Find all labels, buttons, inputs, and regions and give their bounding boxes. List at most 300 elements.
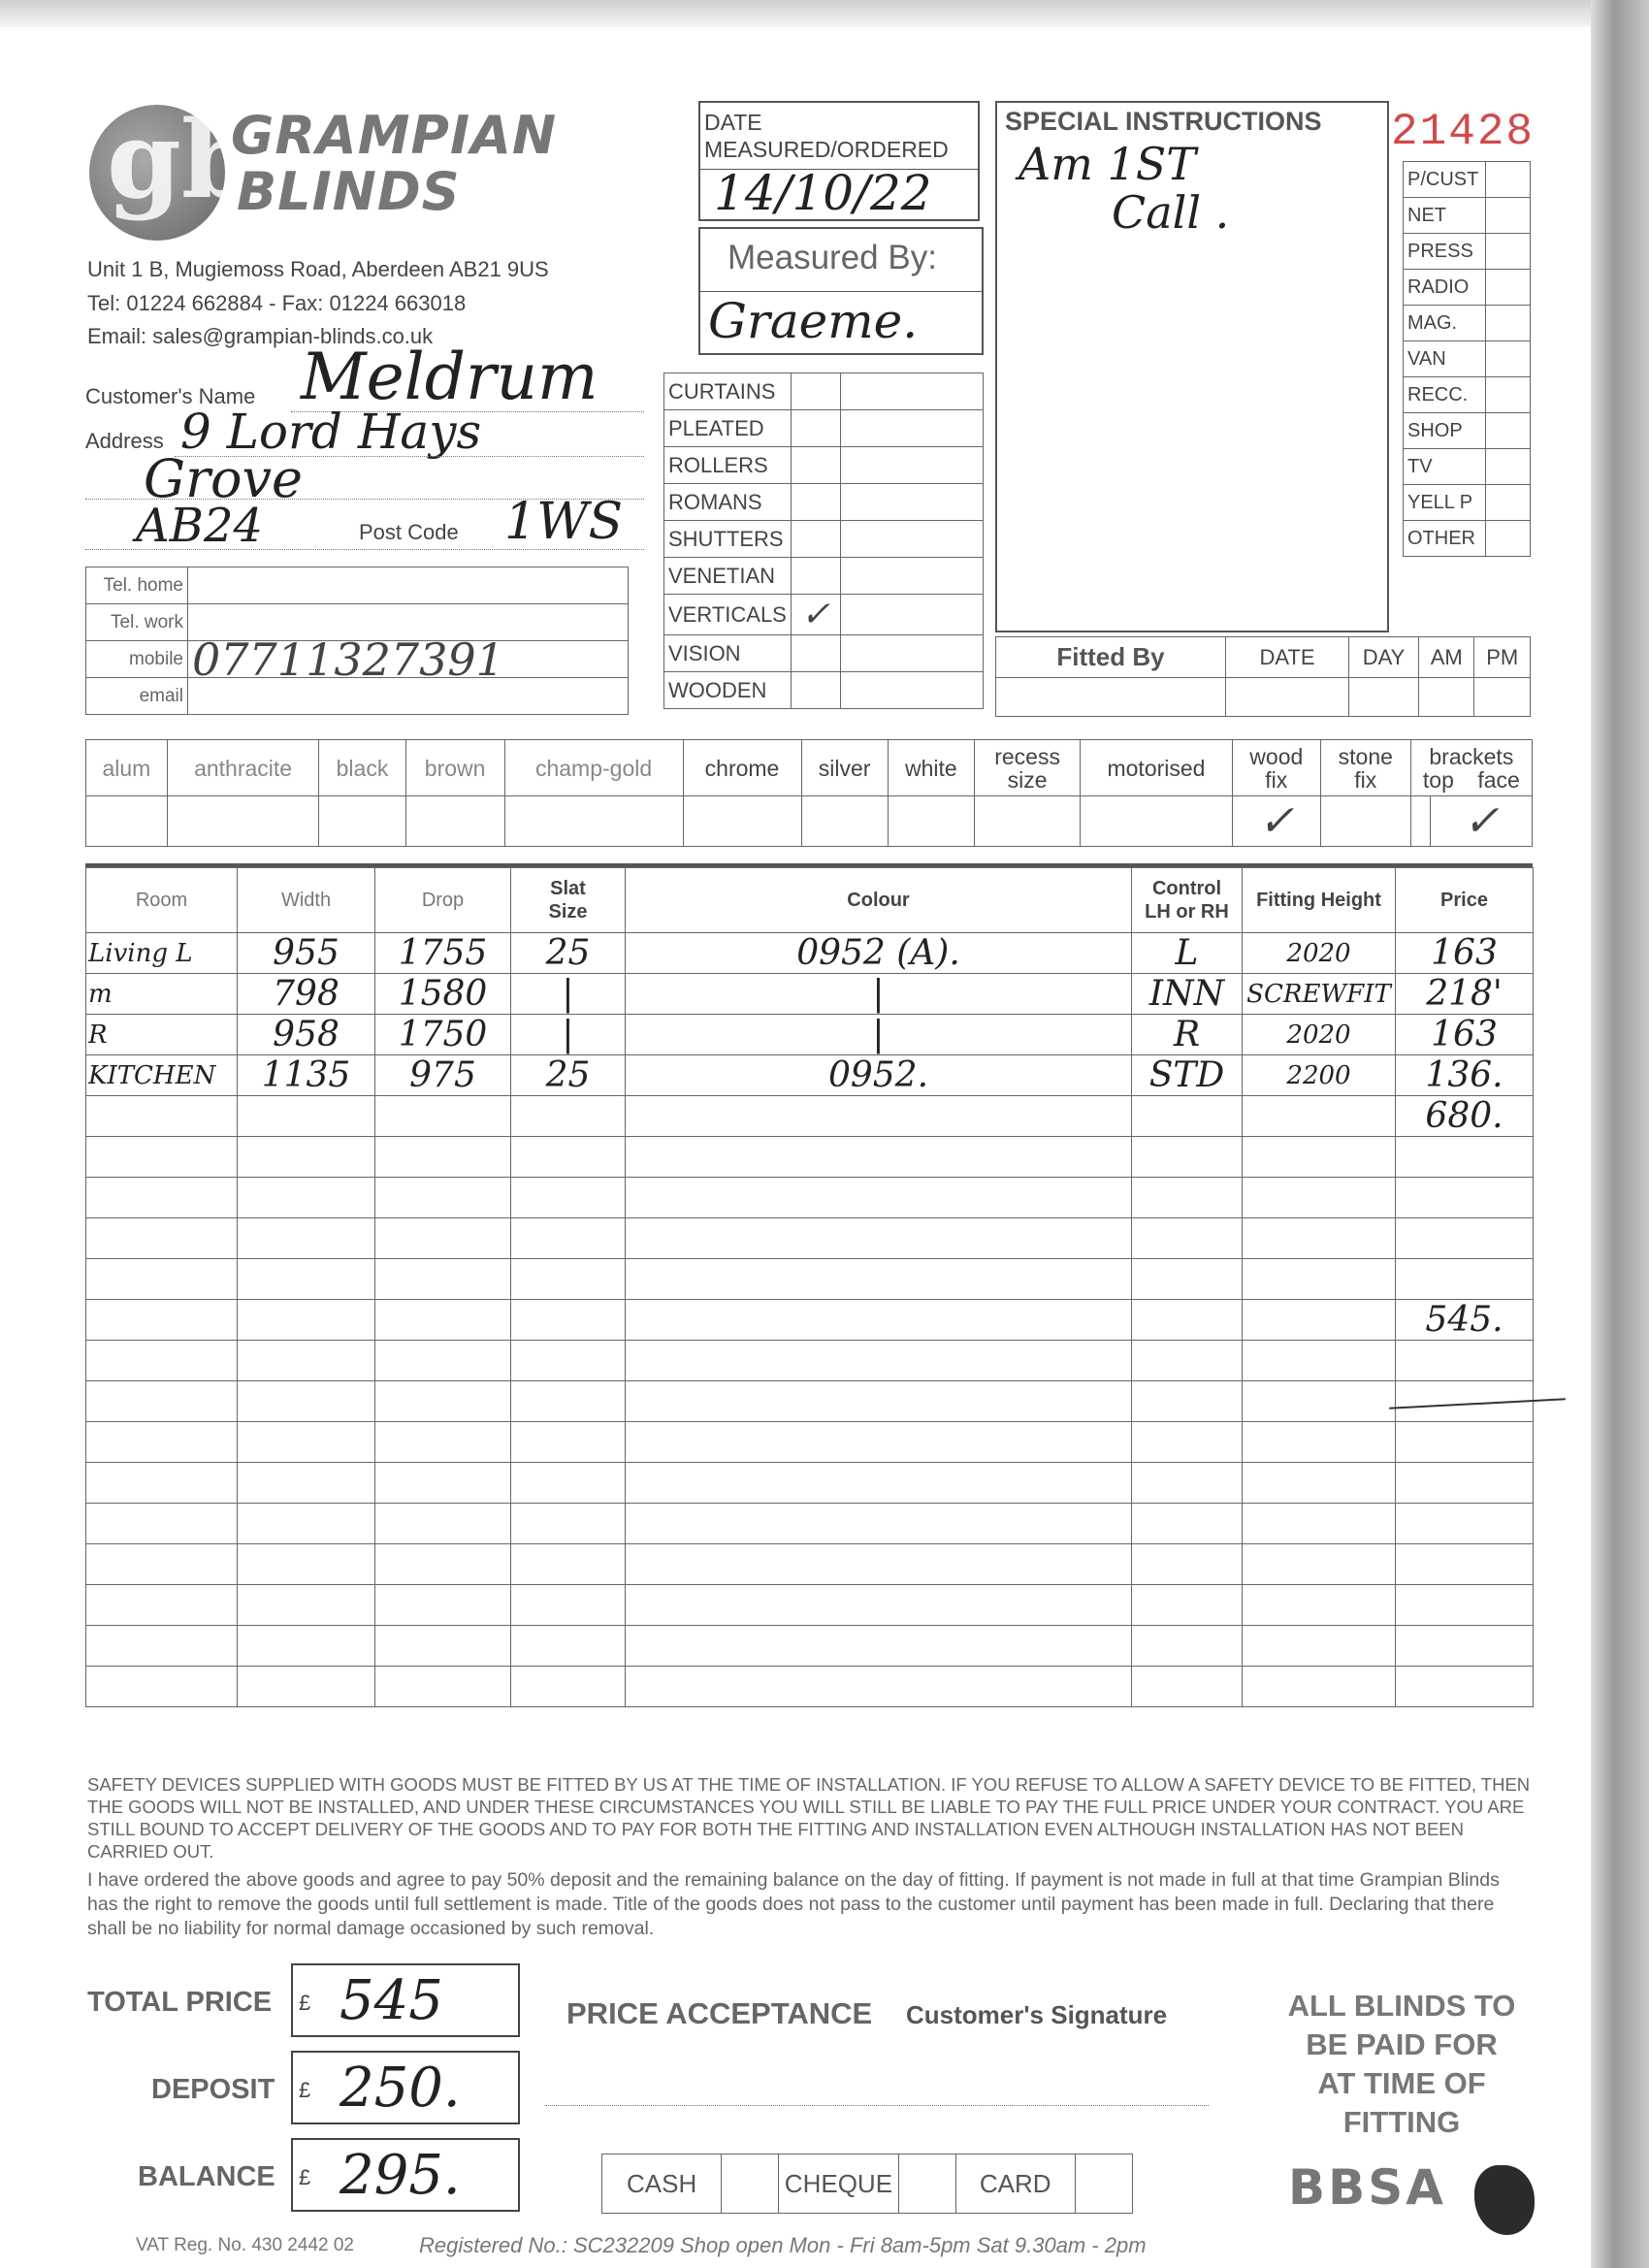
table-cell[interactable] xyxy=(511,1667,626,1707)
table-cell[interactable] xyxy=(1243,1504,1396,1544)
table-cell[interactable]: | xyxy=(626,974,1132,1015)
deposit-value: 250. xyxy=(340,2057,461,2120)
table-cell[interactable] xyxy=(1396,1137,1534,1178)
blind-type-label: VERTICALS xyxy=(664,595,792,635)
measured-by-label: Measured By: xyxy=(728,239,937,276)
table-cell[interactable]: 2020 xyxy=(1243,933,1396,974)
column-header: Width xyxy=(238,868,375,933)
table-cell[interactable]: 218' xyxy=(1396,974,1534,1015)
table-cell[interactable] xyxy=(238,1626,375,1667)
option-label: champ-gold xyxy=(504,740,683,796)
table-cell[interactable] xyxy=(1396,1544,1534,1585)
table-cell[interactable] xyxy=(375,1381,511,1422)
table-cell[interactable] xyxy=(238,1422,375,1463)
table-cell[interactable] xyxy=(626,1381,1132,1422)
source-code-checkbox[interactable] xyxy=(1486,198,1531,234)
phone-label: Tel. home xyxy=(86,567,188,604)
table-cell[interactable] xyxy=(375,1626,511,1667)
table-cell[interactable] xyxy=(238,1218,375,1259)
option-label: stone fix xyxy=(1320,740,1410,796)
blind-type-checkbox[interactable] xyxy=(791,672,840,709)
table-cell[interactable] xyxy=(511,1381,626,1422)
payment-method-label: CARD xyxy=(955,2155,1075,2214)
option-label: white xyxy=(888,740,974,796)
bbsa-logo: BBSA xyxy=(1288,2159,1446,2216)
scan-right-edge xyxy=(1591,0,1649,2268)
source-code-checkbox[interactable] xyxy=(1486,377,1531,413)
table-row xyxy=(86,1544,1534,1585)
table-cell[interactable]: 680. xyxy=(1396,1096,1534,1137)
measured-by-value[interactable]: Graeme. xyxy=(708,293,919,349)
blind-type-notes[interactable] xyxy=(840,410,983,447)
brackets-label: brackets xyxy=(1429,743,1514,769)
table-cell[interactable] xyxy=(375,1341,511,1381)
table-cell[interactable] xyxy=(511,1626,626,1667)
table-cell[interactable] xyxy=(1396,1259,1534,1300)
table-cell[interactable] xyxy=(86,1096,238,1137)
table-cell[interactable] xyxy=(1132,1218,1243,1259)
table-cell[interactable] xyxy=(1396,1341,1534,1381)
table-cell[interactable]: 163 xyxy=(1396,933,1534,974)
blind-type-notes[interactable] xyxy=(840,484,983,521)
blind-type-notes[interactable] xyxy=(840,672,983,709)
blind-type-label: VISION xyxy=(664,635,792,672)
phone-value[interactable] xyxy=(188,567,629,604)
table-cell[interactable]: m xyxy=(86,974,238,1015)
total-price-box[interactable] xyxy=(291,1963,520,2037)
table-cell[interactable]: 136. xyxy=(1396,1055,1534,1096)
balance-box[interactable] xyxy=(291,2138,520,2212)
blind-type-notes[interactable] xyxy=(840,558,983,595)
table-cell[interactable] xyxy=(1243,1137,1396,1178)
source-code-checkbox[interactable] xyxy=(1486,413,1531,449)
blind-types-table xyxy=(663,373,984,709)
company-email: Email: sales@grampian-blinds.co.uk xyxy=(87,324,434,348)
table-cell[interactable] xyxy=(86,1504,238,1544)
option-label: chrome xyxy=(683,740,801,796)
table-cell[interactable] xyxy=(375,1504,511,1544)
table-cell[interactable]: Living L xyxy=(86,933,238,974)
table-cell[interactable] xyxy=(1396,1626,1534,1667)
option-checkbox[interactable]: ✓ xyxy=(1232,796,1320,847)
phone-table xyxy=(85,567,629,715)
table-cell[interactable] xyxy=(375,1300,511,1341)
table-cell[interactable] xyxy=(511,1178,626,1218)
option-checkbox[interactable] xyxy=(974,796,1080,847)
fitted-pm-label: PM xyxy=(1474,637,1531,678)
table-cell[interactable]: | xyxy=(511,974,626,1015)
option-label: anthracite xyxy=(167,740,319,796)
table-cell[interactable] xyxy=(375,1137,511,1178)
option-checkbox[interactable] xyxy=(1081,796,1233,847)
table-cell[interactable] xyxy=(511,1300,626,1341)
table-cell[interactable] xyxy=(238,1300,375,1341)
blind-type-label: WOODEN xyxy=(664,672,792,709)
fitted-day-label: DAY xyxy=(1349,637,1419,678)
blind-type-checkbox[interactable] xyxy=(791,484,840,521)
table-cell[interactable] xyxy=(86,1667,238,1707)
customer-name-label: Customer's Name xyxy=(85,384,256,408)
measured-by-box xyxy=(698,227,984,355)
option-checkbox[interactable] xyxy=(888,796,974,847)
table-cell[interactable] xyxy=(626,1422,1132,1463)
payment-method-checkbox[interactable] xyxy=(898,2155,955,2214)
table-cell[interactable] xyxy=(1243,1463,1396,1504)
date-measured-box xyxy=(698,101,980,221)
table-cell[interactable] xyxy=(1396,1585,1534,1626)
total-price-label: TOTAL PRICE xyxy=(87,1987,273,2018)
table-cell[interactable]: 2200 xyxy=(1243,1055,1396,1096)
table-cell[interactable] xyxy=(86,1178,238,1218)
option-checkbox[interactable] xyxy=(405,796,504,847)
source-code-checkbox[interactable] xyxy=(1486,341,1531,377)
table-cell[interactable] xyxy=(1132,1178,1243,1218)
table-row xyxy=(86,1585,1534,1626)
special-instructions-box xyxy=(995,101,1389,632)
table-cell[interactable] xyxy=(1132,1096,1243,1137)
table-cell[interactable]: INN xyxy=(1132,974,1243,1015)
table-cell[interactable] xyxy=(86,1626,238,1667)
table-cell[interactable] xyxy=(1132,1300,1243,1341)
table-cell[interactable] xyxy=(375,1585,511,1626)
option-checkbox[interactable] xyxy=(167,796,319,847)
table-cell[interactable] xyxy=(511,1422,626,1463)
table-cell[interactable]: 1755 xyxy=(375,933,511,974)
date-measured-value[interactable]: 14/10/22 xyxy=(714,165,932,221)
blind-type-notes[interactable] xyxy=(840,447,983,484)
fitted-date-value[interactable] xyxy=(1226,678,1349,717)
table-cell[interactable] xyxy=(86,1381,238,1422)
table-cell[interactable] xyxy=(1243,1178,1396,1218)
column-header: Control LH or RH xyxy=(1132,868,1243,933)
vat-number: VAT Reg. No. 430 2442 02 xyxy=(136,2235,354,2255)
table-cell[interactable]: 0952 (A). xyxy=(626,933,1132,974)
table-row xyxy=(86,1341,1534,1381)
table-cell[interactable] xyxy=(238,1137,375,1178)
items-table xyxy=(85,867,1534,1707)
option-checkbox[interactable] xyxy=(1320,796,1410,847)
source-code-checkbox[interactable] xyxy=(1486,306,1531,341)
table-cell[interactable] xyxy=(1396,1504,1534,1544)
table-cell[interactable] xyxy=(626,1178,1132,1218)
payment-notice: ALL BLINDS TO BE PAID FOR AT TIME OF FITTING xyxy=(1287,1989,1516,2139)
table-cell[interactable] xyxy=(1243,1585,1396,1626)
options-table xyxy=(85,739,1533,847)
table-cell[interactable]: 2020 xyxy=(1243,1015,1396,1055)
fitted-pm-value[interactable] xyxy=(1474,678,1531,717)
table-cell[interactable] xyxy=(1396,1218,1534,1259)
table-cell[interactable] xyxy=(1132,1544,1243,1585)
blind-type-checkbox[interactable]: ✓ xyxy=(791,595,840,635)
table-cell[interactable] xyxy=(238,1544,375,1585)
table-cell[interactable] xyxy=(238,1381,375,1422)
table-cell[interactable] xyxy=(626,1463,1132,1504)
table-cell[interactable]: KITCHEN xyxy=(86,1055,238,1096)
postcode-label: Post Code xyxy=(359,520,459,544)
table-cell[interactable] xyxy=(626,1341,1132,1381)
fitted-by-label: Fitted By xyxy=(996,637,1226,678)
column-header: Price xyxy=(1396,868,1534,933)
phone-label: mobile xyxy=(86,641,188,678)
table-cell[interactable] xyxy=(1243,1422,1396,1463)
table-cell[interactable] xyxy=(1132,1626,1243,1667)
table-cell[interactable] xyxy=(626,1667,1132,1707)
table-cell[interactable]: 958 xyxy=(238,1015,375,1055)
table-cell[interactable] xyxy=(1132,1422,1243,1463)
table-cell[interactable]: 1580 xyxy=(375,974,511,1015)
table-cell[interactable]: | xyxy=(511,1015,626,1055)
table-cell[interactable] xyxy=(375,1544,511,1585)
scan-top-edge xyxy=(0,0,1649,27)
source-code-checkbox[interactable] xyxy=(1486,162,1531,198)
table-cell[interactable]: 798 xyxy=(238,974,375,1015)
fitted-am-value[interactable] xyxy=(1419,678,1474,717)
deposit-box[interactable] xyxy=(291,2051,520,2124)
table-cell[interactable] xyxy=(511,1218,626,1259)
blind-type-checkbox[interactable] xyxy=(791,410,840,447)
table-cell[interactable]: SCREWFIT xyxy=(1243,974,1396,1015)
table-cell[interactable] xyxy=(626,1544,1132,1585)
table-cell[interactable]: 545. xyxy=(1396,1300,1534,1341)
source-code-label: SHOP xyxy=(1404,413,1486,449)
table-cell[interactable] xyxy=(1243,1096,1396,1137)
payment-method-checkbox[interactable] xyxy=(722,2155,779,2214)
table-cell[interactable] xyxy=(1132,1341,1243,1381)
table-cell[interactable] xyxy=(86,1463,238,1504)
brackets-header xyxy=(1410,740,1532,796)
table-cell[interactable]: L xyxy=(1132,933,1243,974)
table-cell[interactable] xyxy=(375,1667,511,1707)
table-cell[interactable]: 163 xyxy=(1396,1015,1534,1055)
table-cell[interactable] xyxy=(511,1585,626,1626)
table-row xyxy=(86,1137,1534,1178)
table-cell[interactable] xyxy=(375,1218,511,1259)
table-cell[interactable] xyxy=(375,1422,511,1463)
table-cell[interactable] xyxy=(1132,1259,1243,1300)
table-cell[interactable] xyxy=(86,1544,238,1585)
table-cell[interactable] xyxy=(1132,1504,1243,1544)
table-cell[interactable] xyxy=(1132,1667,1243,1707)
fitted-day-value[interactable] xyxy=(1349,678,1419,717)
source-code-checkbox[interactable] xyxy=(1486,270,1531,306)
table-row xyxy=(86,1055,1534,1096)
address-line3[interactable]: AB24 xyxy=(136,499,264,553)
table-cell[interactable] xyxy=(1396,1463,1534,1504)
brackets-top-checkbox[interactable] xyxy=(1410,796,1431,847)
table-cell[interactable] xyxy=(1396,1422,1534,1463)
table-cell[interactable] xyxy=(626,1137,1132,1178)
balance-value: 295. xyxy=(340,2144,461,2207)
source-code-label: YELL P xyxy=(1404,485,1486,521)
table-cell[interactable] xyxy=(86,1218,238,1259)
table-row xyxy=(86,1218,1534,1259)
table-cell[interactable]: 1135 xyxy=(238,1055,375,1096)
table-cell[interactable] xyxy=(1132,1585,1243,1626)
table-cell[interactable] xyxy=(238,1504,375,1544)
table-cell[interactable] xyxy=(626,1504,1132,1544)
blind-type-checkbox[interactable] xyxy=(791,447,840,484)
source-code-label: VAN xyxy=(1404,341,1486,377)
table-cell[interactable] xyxy=(375,1259,511,1300)
date-measured-label: DATE MEASURED/ORDERED xyxy=(704,110,949,162)
blind-type-checkbox[interactable] xyxy=(791,521,840,558)
table-cell[interactable] xyxy=(238,1585,375,1626)
table-cell[interactable]: R xyxy=(1132,1015,1243,1055)
option-checkbox[interactable] xyxy=(683,796,801,847)
table-row xyxy=(86,1422,1534,1463)
source-codes-table xyxy=(1403,161,1531,557)
table-cell[interactable] xyxy=(1243,1218,1396,1259)
blind-type-checkbox[interactable] xyxy=(791,373,840,410)
payment-method-checkbox[interactable] xyxy=(1075,2155,1132,2214)
table-cell[interactable] xyxy=(626,1218,1132,1259)
price-acceptance-title: PRICE ACCEPTANCE xyxy=(566,1996,873,2030)
table-cell[interactable] xyxy=(1243,1341,1396,1381)
special-instructions-line1[interactable]: Am 1ST xyxy=(1018,138,1196,190)
table-cell[interactable] xyxy=(86,1585,238,1626)
address-line2[interactable]: Grove xyxy=(144,448,303,509)
blind-type-notes[interactable] xyxy=(840,373,983,410)
table-cell[interactable] xyxy=(86,1300,238,1341)
table-cell[interactable]: 25 xyxy=(511,933,626,974)
source-code-label: P/CUST xyxy=(1404,162,1486,198)
blind-type-label: SHUTTERS xyxy=(664,521,792,558)
source-code-label: TV xyxy=(1404,449,1486,485)
table-cell[interactable] xyxy=(511,1341,626,1381)
table-cell[interactable] xyxy=(1396,1178,1534,1218)
table-cell[interactable] xyxy=(626,1300,1132,1341)
brand-name-line1: GRAMPIAN xyxy=(231,105,558,166)
table-cell[interactable] xyxy=(375,1096,511,1137)
column-header: Drop xyxy=(375,868,511,933)
table-cell[interactable] xyxy=(511,1096,626,1137)
table-cell[interactable] xyxy=(511,1463,626,1504)
table-cell[interactable]: R xyxy=(86,1015,238,1055)
blind-type-label: ROMANS xyxy=(664,484,792,521)
table-row xyxy=(86,1259,1534,1300)
phone-label: Tel. work xyxy=(86,604,188,641)
table-cell[interactable]: 975 xyxy=(375,1055,511,1096)
table-cell[interactable] xyxy=(626,1626,1132,1667)
deposit-label: DEPOSIT xyxy=(151,2074,275,2105)
balance-label: BALANCE xyxy=(138,2161,275,2192)
table-row xyxy=(86,1300,1534,1341)
option-checkbox[interactable] xyxy=(319,796,405,847)
table-cell[interactable] xyxy=(1243,1626,1396,1667)
customer-name-value[interactable]: Meldrum xyxy=(301,340,598,414)
source-code-checkbox[interactable] xyxy=(1486,485,1531,521)
table-cell[interactable] xyxy=(1243,1259,1396,1300)
table-cell[interactable] xyxy=(1243,1667,1396,1707)
option-checkbox[interactable] xyxy=(801,796,888,847)
table-cell[interactable]: 0952. xyxy=(626,1055,1132,1096)
safety-terms: SAFETY DEVICES SUPPLIED WITH GOODS MUST BE FITTED BY US AT THE TIME OF INSTALLATION. IF YOU REFUSE TO ALLOW A SAFETY DEVICE TO BE FITTED, THEN THE GOODS WILL NOT BE INSTALLED, AND UNDER THESE CIRCUMSTANCES YOU WILL STILL BE LIABLE TO PAY THE FULL PRICE UNDER YOUR CONTRACT. YOU ARE STILL BOUND TO ACCEPT DELIVERY OF THE GOODS AND TO PAY FOR BOTH THE FITTING AND INSTALLATION EVEN ALTHOUGH INSTALLATION HAS NOT BEEN CARRIED OUT. xyxy=(87,1774,1531,1862)
table-row xyxy=(86,974,1534,1015)
table-cell[interactable] xyxy=(1396,1667,1534,1707)
blind-type-checkbox[interactable] xyxy=(791,558,840,595)
table-cell[interactable] xyxy=(511,1504,626,1544)
table-cell[interactable] xyxy=(626,1096,1132,1137)
payment-method-label: CASH xyxy=(602,2155,722,2214)
blind-type-label: ROLLERS xyxy=(664,447,792,484)
table-cell[interactable] xyxy=(1243,1544,1396,1585)
table-cell[interactable] xyxy=(86,1422,238,1463)
special-instructions-line2[interactable]: Call . xyxy=(1112,186,1230,239)
brackets-face-label: face xyxy=(1477,766,1520,793)
table-cell[interactable] xyxy=(86,1259,238,1300)
table-cell[interactable] xyxy=(511,1259,626,1300)
table-cell[interactable] xyxy=(511,1137,626,1178)
option-checkbox[interactable] xyxy=(86,796,168,847)
table-row xyxy=(86,1504,1534,1544)
phone-label: email xyxy=(86,678,188,715)
table-cell[interactable] xyxy=(1132,1137,1243,1178)
table-cell[interactable] xyxy=(238,1096,375,1137)
table-cell[interactable]: 955 xyxy=(238,933,375,974)
table-row xyxy=(86,1015,1534,1055)
table-cell[interactable] xyxy=(375,1178,511,1218)
blind-type-checkbox[interactable] xyxy=(791,635,840,672)
table-row xyxy=(86,1178,1534,1218)
table-cell[interactable] xyxy=(238,1259,375,1300)
logo-letters: gb xyxy=(107,97,256,222)
table-cell[interactable] xyxy=(86,1341,238,1381)
postcode-value[interactable]: 1WS xyxy=(504,493,624,551)
source-code-checkbox[interactable] xyxy=(1486,521,1531,557)
table-cell[interactable] xyxy=(375,1463,511,1504)
table-cell[interactable] xyxy=(1132,1381,1243,1422)
table-cell[interactable] xyxy=(238,1463,375,1504)
address-line1[interactable]: 9 Lord Hays xyxy=(180,404,482,460)
currency-symbol: £ xyxy=(299,2165,311,2189)
special-instructions-label: SPECIAL INSTRUCTIONS xyxy=(1005,107,1322,136)
fitted-by-table xyxy=(995,636,1531,717)
table-cell[interactable]: 25 xyxy=(511,1055,626,1096)
phone-value[interactable]: 07711327391 xyxy=(188,641,629,678)
source-code-checkbox[interactable] xyxy=(1486,234,1531,270)
form-number: 21428 xyxy=(1391,107,1536,157)
table-cell[interactable] xyxy=(1132,1463,1243,1504)
currency-symbol: £ xyxy=(299,2078,311,2102)
table-cell[interactable]: STD xyxy=(1132,1055,1243,1096)
table-cell[interactable] xyxy=(626,1259,1132,1300)
table-cell[interactable] xyxy=(1243,1300,1396,1341)
table-cell[interactable] xyxy=(238,1341,375,1381)
table-row xyxy=(86,933,1534,974)
table-cell[interactable] xyxy=(1243,1381,1396,1422)
blind-type-notes[interactable] xyxy=(840,521,983,558)
blind-type-notes[interactable] xyxy=(840,635,983,672)
table-cell[interactable] xyxy=(238,1667,375,1707)
table-cell[interactable] xyxy=(511,1544,626,1585)
blind-type-label: PLEATED xyxy=(664,410,792,447)
table-cell[interactable]: 1750 xyxy=(375,1015,511,1055)
brackets-sublabels xyxy=(1411,768,1532,792)
option-checkbox[interactable] xyxy=(504,796,683,847)
table-cell[interactable] xyxy=(238,1178,375,1218)
table-cell[interactable] xyxy=(626,1585,1132,1626)
table-cell[interactable]: | xyxy=(626,1015,1132,1055)
signature-line[interactable] xyxy=(545,2105,1209,2106)
blind-type-label: VENETIAN xyxy=(664,558,792,595)
blind-type-notes[interactable] xyxy=(840,595,983,635)
fitted-by-value[interactable] xyxy=(996,678,1226,717)
company-address: Unit 1 B, Mugiemoss Road, Aberdeen AB21 9US xyxy=(87,257,549,281)
table-cell[interactable] xyxy=(86,1137,238,1178)
payment-method-label: CHEQUE xyxy=(779,2155,898,2214)
source-code-checkbox[interactable] xyxy=(1486,449,1531,485)
brackets-face-checkbox[interactable]: ✓ xyxy=(1431,796,1533,847)
